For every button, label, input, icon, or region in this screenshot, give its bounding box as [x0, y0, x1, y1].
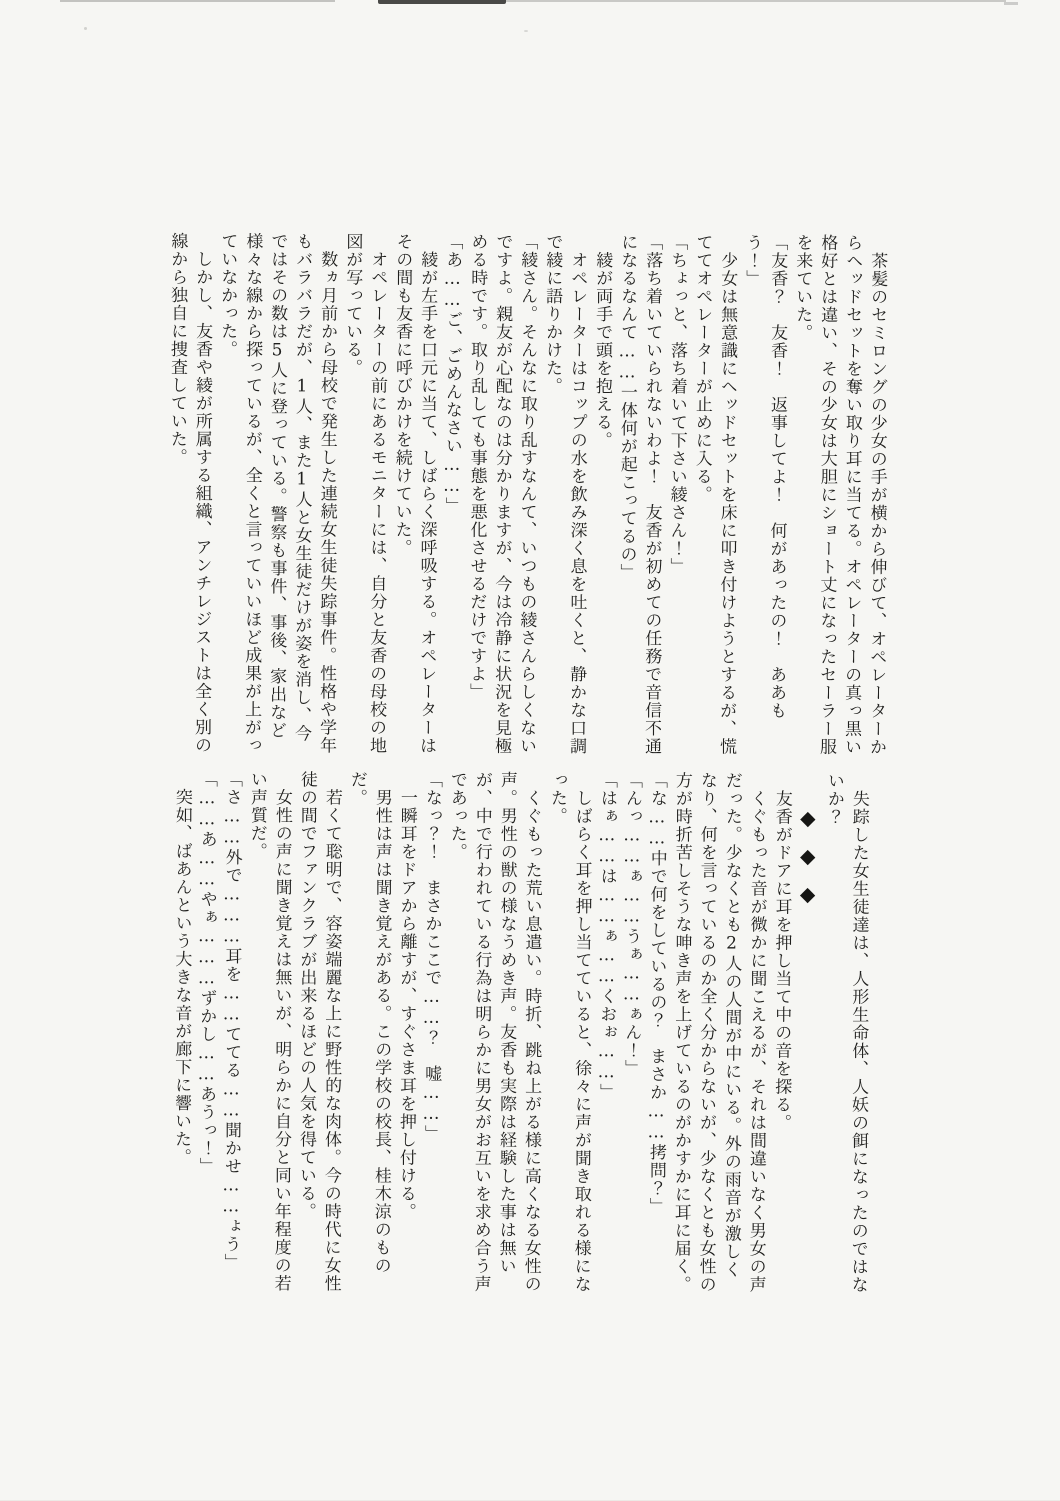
- narrative-paragraph: 綾が左手を口元に当て、しばらく深呼吸する。オペレーターはその間も友香に呼びかけを続けていた。: [388, 233, 439, 757]
- narrative-paragraph: 少女は無意識にヘッドセットを床に叩き付けようとするが、慌ててオペレーターが止めに入る。: [688, 233, 739, 757]
- narrative-paragraph: 男性は声は聞き覚えがある。この学校の校長、桂木涼のものだ。: [343, 771, 394, 1295]
- dialogue-line: 「……あ……やぁ………ずかし……あうっ！」: [193, 770, 219, 1294]
- narrative-paragraph: しかし、友香や綾が所属する組織、アンチレジストは全く別の線から独自に捜査していた。: [163, 232, 214, 756]
- dialogue-line: 「はぁ……は……ぁ……くおぉ……」: [593, 771, 619, 1295]
- upper-text-block: [140, 232, 889, 758]
- narrative-paragraph: 失踪した女生徒達は、人形生命体、人妖の餌になったのではないか？: [820, 772, 871, 1296]
- narrative-paragraph: くぐもった荒い息遣い。時折、跳ね上がる様に高くなる女性の声。男性の獣の様なうめき声。友香も実際は経験した事は無いが、中で行われている行為は明らかに男女がお互いを求め合う声であった。: [443, 771, 544, 1295]
- dialogue-line: 「あ……ご、ごめんなさい……」: [438, 233, 464, 757]
- narrative-paragraph: オペレーターの前にあるモニターには、自分と友香の母校の地図が写っている。: [338, 232, 389, 756]
- lower-text-block: [139, 770, 871, 1296]
- dialogue-line: 「落ち着いていられないわよ！ 友香が初めての任務で音信不通になるなんて……一体何が起こってるの」: [613, 233, 664, 757]
- dialogue-line: 「さ……外で………耳を……ててる……聞かせ……ょう」: [218, 770, 244, 1294]
- narrative-paragraph: 友香がドアに耳を押し当て中の音を探る。: [768, 772, 794, 1296]
- narrative-paragraph: 綾が両手で頭を抱える。: [588, 233, 614, 757]
- dialogue-line: 「ちょっと、落ち着いて下さい綾さん！」: [663, 233, 689, 757]
- scene-separator: ◆◆◆: [793, 772, 821, 1296]
- narrative-paragraph: 若くて聡明で、容姿端麗な上に野性的な肉体。今の時代に女性徒の間でファンクラブが出来るほどの人気を得ている。: [293, 770, 344, 1294]
- dialogue-line: 「友香？ 友香！ 返事してよ！ 何があったの！ ああもう！」: [738, 234, 789, 758]
- narrative-paragraph: 数ヵ月前から母校で発生した連続女生徒失踪事件。性格や学年もバラバラだが、1人、また1人と女生徒だけが姿を消し、今ではその数は5人に登っている。警察も事件、事後、家出など様々な線から探っているが、全くと言っていいほど成果が上がっていなかった。: [213, 232, 339, 756]
- dialogue-line: 「なっ？！ まさかここで……？ 嘘……」: [418, 771, 444, 1295]
- dialogue-line: 「綾さん。そんなに取り乱すなんて、いつもの綾さんらしくないですよ。親友が心配なのは分かりますが、今は冷静に状況を見極める時です。取り乱しても事態を悪化させるだけですよ」: [463, 233, 539, 757]
- narrative-paragraph: 突如、ばあんという大きな音が廊下に響いた。: [168, 770, 194, 1294]
- narrative-paragraph: 女性の声に聞き覚えは無いが、明らかに自分と同い年程度の若い声質だ。: [243, 770, 294, 1294]
- narrative-paragraph: オペレーターはコップの水を飲み深く息を吐くと、静かな口調で綾に語りかけた。: [538, 233, 589, 757]
- narrative-paragraph: 茶髪のセミロングの少女の手が横から伸びて、オペレーターからヘッドセットを奪い取り耳に当てる。オペレーターの真っ黒い格好とは違い、その少女は大胆にショート丈になったセーラー服を来ていた。: [788, 234, 889, 758]
- narrative-paragraph: くぐもった音が微かに聞こえるが、それは間違いなく男女の声だった。少なくとも2人の人間が中にいる。外の雨音が激しくなり、何を言っているのか全く分からないが、少なくとも女性の方が時折苦しそうな呻き声を上げているのがかすかに耳に届く。: [668, 771, 769, 1295]
- dialogue-line: 「な……中で何をしているの？ まさか……拷問？」: [643, 771, 669, 1295]
- narrative-paragraph: しばらく耳を押し当てていると、徐々に声が聞き取れる様になった。: [543, 771, 594, 1295]
- narrative-paragraph: 一瞬耳をドアから離すが、すぐさま耳を押し付ける。: [393, 771, 419, 1295]
- dialogue-line: 「んっ……ぁ……うぁ……ぁん！」: [618, 771, 644, 1295]
